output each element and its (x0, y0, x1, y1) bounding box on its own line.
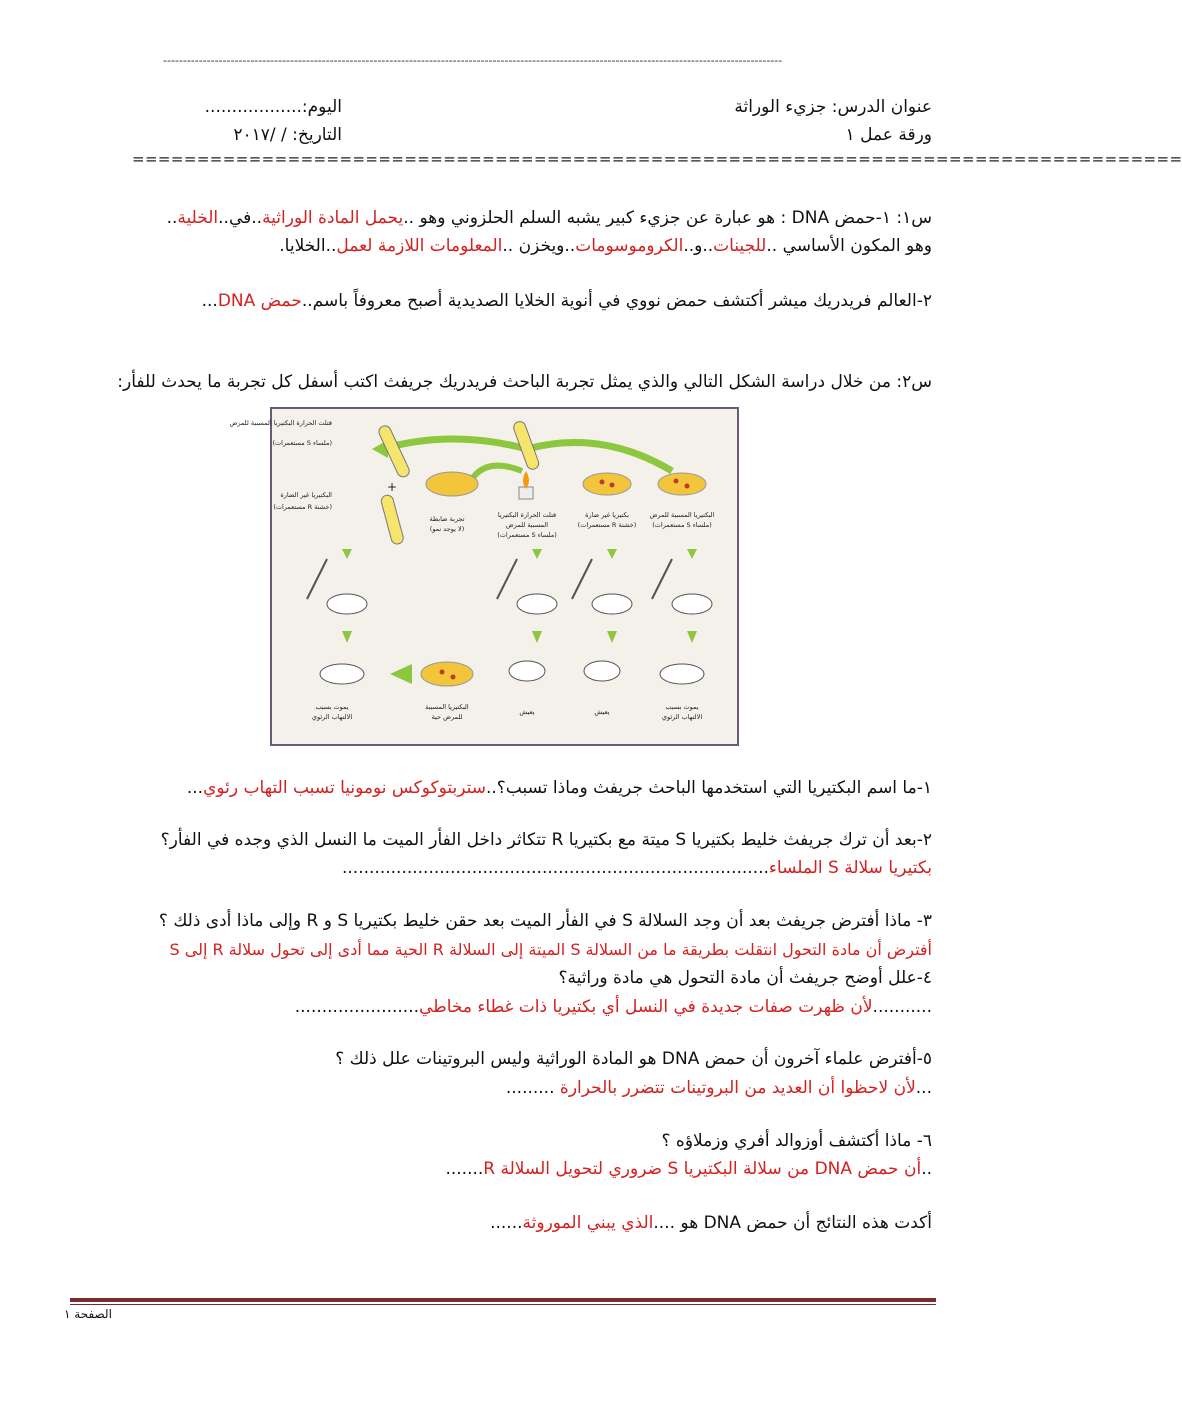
label-harmless-r: البكتيريا غير الضارة (280, 491, 332, 499)
mouse-icon (672, 594, 712, 614)
label-dies2: يموت بسبب (665, 703, 699, 711)
label-dies1-b: الالتهاب الرئوي (311, 713, 353, 721)
label-lives1: يعيش (519, 708, 535, 716)
petri-harmless (583, 473, 631, 495)
q1-line2-text: وهو المكون الأساسي .. (766, 236, 932, 256)
label-control: تجربة ضابطة (429, 515, 465, 523)
q2-item3-answer: أفترض أن مادة التحول انتقلت بطريقة ما من السلالة S الميتة إلى السلالة R الحية مما أدى إلى تحول سلالة R إلى S (169, 940, 932, 959)
q1-answer-genes: للجينات (713, 236, 767, 256)
test-tube-r (380, 494, 405, 545)
griffith-experiment-figure (229, 407, 739, 746)
q1-answer-dna: حمض DNA (217, 291, 302, 311)
mouse-icon (517, 594, 557, 614)
q2-item4-answer-line (295, 996, 932, 1018)
label-control-sub: (لا يوجد نمو) (429, 525, 465, 533)
q2-item4-tail: ....................... (294, 997, 420, 1017)
mouse-icon (660, 664, 704, 684)
q2-item2-lead: ...... (736, 858, 769, 878)
colony-dot (451, 675, 456, 680)
q2-item1-tail: ... (186, 778, 204, 798)
plus-sign: + (387, 480, 398, 494)
label-disease-sub: (مستعمرات S ملساء) (652, 521, 712, 529)
griffith-diagram (229, 409, 737, 744)
q2-item1-question: ١-ما اسم البكتيريا التي استخدمها الباحث جريفث وماذا تسبب؟.. (485, 778, 932, 798)
q2-item6-answer-line (445, 1158, 932, 1180)
q1-answer-chromosomes: الكروموسومات (575, 236, 684, 256)
q2-item5-lead: ... (915, 1078, 932, 1098)
label-disease: البكتيريا المسببة للمرض (649, 511, 715, 519)
q2-item4-lead: ........... (872, 997, 932, 1017)
date-field: التاريخ: / /٢٠١٧ (233, 125, 342, 145)
label-live-bact-b: للمرض حية (431, 713, 463, 721)
petri-live-bacteria (421, 662, 473, 686)
syringes (307, 559, 672, 599)
footer-rule-thin (70, 1304, 936, 1305)
label-lives2: يعيش (594, 708, 610, 716)
q2-item4-answer: لأن ظهرت صفات جديدة في النسل أي بكتيريا ذات غطاء مخاطي (419, 997, 873, 1017)
petri-disease (658, 473, 706, 495)
mice-row1 (327, 594, 712, 614)
q2-item2-answer-line (342, 857, 932, 879)
label-heat-killed2: قتلت الحرارة البكتيريا (497, 511, 557, 519)
q1-answer-info: المعلومات اللازمة لعمل (336, 236, 503, 256)
mouse-icon (320, 664, 364, 684)
q2-item5-answer: لأن لاحظوا أن العديد من البروتينات تتضرر بالحرارة (559, 1078, 916, 1098)
mid-arrow-path (472, 466, 522, 479)
q1-line2-sep1: ..و.. (683, 236, 714, 256)
colony-dot (685, 484, 690, 489)
conclusion-text: أكدت هذه النتائج أن حمض DNA هو .... (653, 1213, 932, 1233)
q2-item2-answer: بكتيريا سلالة S الملساء (768, 858, 932, 878)
mouse-icon (327, 594, 367, 614)
colony-dot (440, 670, 445, 675)
q2-item2-question: ٢-بعد أن ترك جريفث خليط بكتيريا S ميتة مع بكتيريا R تتكاثر داخل الفأر الميت ما النسل الذي وجده في الفأر؟ (160, 830, 932, 850)
q2-item6-answer: أن حمض DNA من سلالة البكتيريا S ضروري لتحويل السلالة R (483, 1159, 922, 1179)
petri-control (426, 472, 478, 496)
q1-line3 (202, 290, 932, 312)
q2-item1 (187, 777, 932, 799)
q2-item1-answer: ستربتوكوكس نومونيا تسبب التهاب رئوي (203, 778, 486, 798)
page-number: الصفحة ١ (64, 1307, 112, 1321)
conclusion-answer: الذي يبني الموروثة (522, 1213, 654, 1233)
right-arrow (390, 664, 412, 684)
q1-line1 (167, 207, 932, 229)
q1-line3-text: ٢-العالم فريدريك ميشر أكتشف حمض نووي في أنوية الخلايا الصديدية أصبح معروفاً باسم.. (301, 291, 932, 311)
label-harmless2-sub: (مستعمرات R خشنة) (577, 521, 637, 529)
mice-row2 (320, 661, 704, 684)
q1-line1-sep: ..في.. (218, 208, 263, 228)
label-heat-killed-s: قتلت الحرارة البكتيريا المسببة للمرض (229, 419, 332, 427)
q2-item5-tail: ......... (505, 1078, 560, 1098)
lesson-title: عنوان الدرس: جزيء الوراثة (734, 97, 932, 117)
q1-line1-end: .. (166, 208, 178, 228)
label-heat-killed2-b: المسببة للمرض (505, 521, 549, 529)
q2-item6-lead: .. (921, 1159, 932, 1179)
label-heat-killed2-sub: (مستعمرات S ملساء) (497, 531, 557, 539)
colony-dot (674, 479, 679, 484)
q1-answer-genetic-material: يحمل المادة الوراثية (262, 208, 404, 228)
q2-item5-answer-line (506, 1077, 932, 1099)
day-field: اليوم:.................. (204, 97, 342, 117)
label-live-bact: البكتيريا المسببة (425, 703, 469, 711)
q2-item3-question: ٣- ماذا أفترض جريفث بعد أن وجد السلالة S في الفأر الميت بعد حقن خليط بكتيريا S و R وإلى ماذا أدى ذلك ؟ (158, 911, 932, 931)
label-harmless-r-sub: (مستعمرات R خشنة) (273, 503, 332, 511)
label-dies1: يموت بسبب (315, 703, 349, 711)
label-harmless2: بكتيريا غير ضارة (585, 511, 629, 519)
down-arrows (342, 549, 697, 643)
worksheet-number: ورقة عمل ١ (845, 125, 932, 145)
q2-item2-tail: ......................................................................... (342, 858, 737, 878)
top-dashed-rule: ------------------------------------------------------------------------------------------------------------------------------------------------------------ (163, 54, 783, 67)
flame-icon (523, 471, 529, 489)
q2-item6-question: ٦- ماذا أكتشف أوزوالد أفري وزملاؤه ؟ (661, 1131, 932, 1151)
q1-line3-end: ... (201, 291, 218, 311)
label-dies2-b: الالتهاب الرئوي (661, 713, 703, 721)
q1-answer-cell: الخلية (177, 208, 219, 228)
q1-line1-text: س١: ١-حمض DNA : هو عبارة عن جزيء كبير يشبه السلم الحلزوني وهو .. (403, 208, 932, 228)
q2-item4-question: ٤-علل أوضح جريفث أن مادة التحول هي مادة وراثية؟ (558, 968, 932, 988)
colony-dot (610, 483, 615, 488)
colony-dot (600, 480, 605, 485)
q1-line2 (279, 235, 932, 257)
mouse-icon (592, 594, 632, 614)
q1-line2-end: ..الخلايا. (279, 236, 337, 256)
mouse-icon (509, 661, 545, 681)
footer-rule-thick (70, 1298, 936, 1302)
label-heat-killed-s-sub: (مستعمرات S ملساء) (272, 439, 332, 447)
conclusion-line (490, 1212, 932, 1234)
q1-line2-sep2: ..ويخزن .. (502, 236, 576, 256)
q2-intro: س٢: من خلال دراسة الشكل التالي والذي يمثل تجربة الباحث فريدريك جريفث اكتب أسفل كل تجربة ما يحدث للفأر: (117, 372, 932, 392)
double-rule: ================================================================================= (132, 150, 1182, 168)
q2-item6-tail: ....... (445, 1159, 484, 1179)
q2-item5-question: ٥-أفترض علماء آخرون أن حمض DNA هو المادة الوراثية وليس البروتينات علل ذلك ؟ (335, 1049, 932, 1069)
conclusion-tail: ...... (490, 1213, 523, 1233)
mouse-icon (584, 661, 620, 681)
